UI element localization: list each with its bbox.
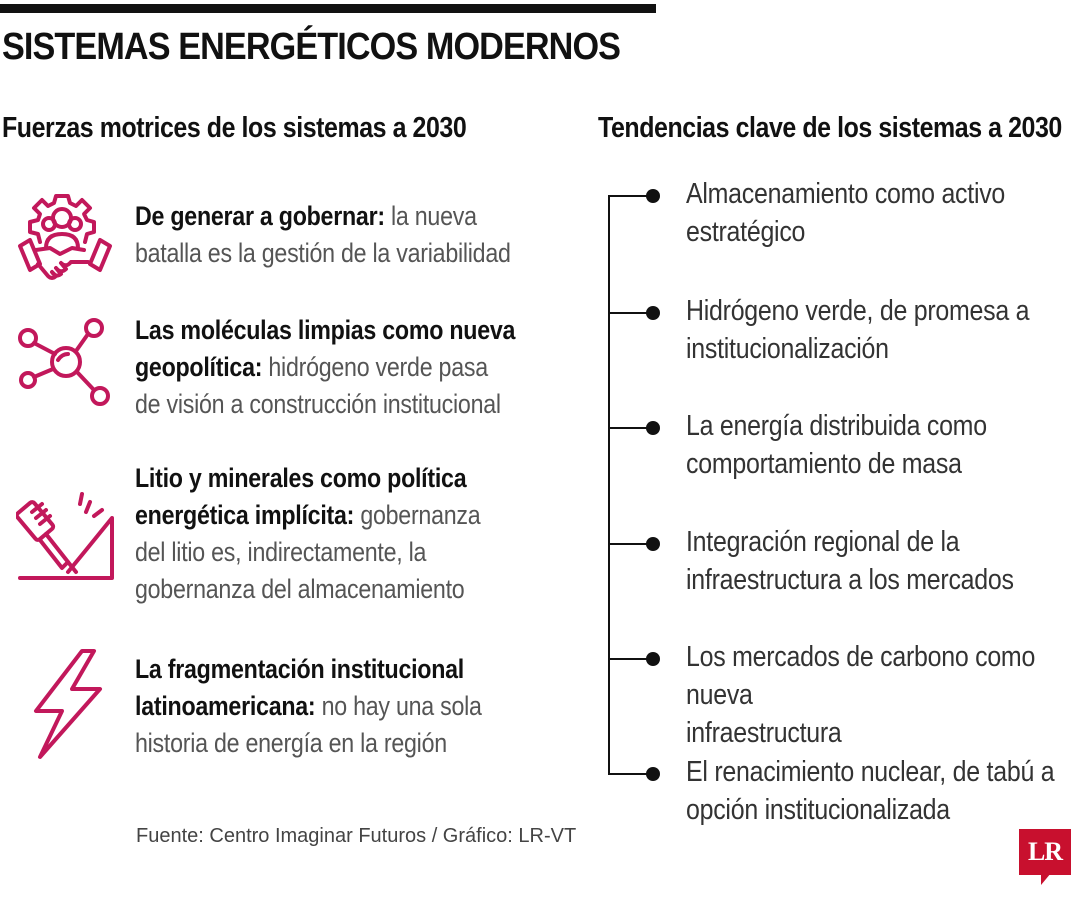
driver-text: Litio y minerales como política energética implícita: gobernanza del litio es, indirectamente, la gobernanza del almacenamiento xyxy=(135,463,481,604)
page-title: SISTEMAS ENERGÉTICOS MODERNOS xyxy=(2,26,621,68)
trend-label: Integración regional de la infraestructura a los mercados xyxy=(686,526,1014,596)
title-top-rule xyxy=(0,4,656,13)
trends-connector-line xyxy=(608,195,610,775)
trend-bullet xyxy=(646,421,660,435)
molecule-icon xyxy=(16,314,116,414)
trend-label: Los mercados de carbono como nueva infraestructura xyxy=(686,641,1036,749)
trend-bullet xyxy=(646,306,660,320)
trend-label: La energía distribuida como comportamiento de masa xyxy=(686,410,987,480)
left-column-heading: Fuerzas motrices de los sistemas a 2030 xyxy=(2,112,467,144)
right-column-heading: Tendencias clave de los sistemas a 2030 xyxy=(598,112,1062,144)
driver-text: La fragmentación institucional latinoamericana: no hay una sola historia de energía en la región xyxy=(135,654,482,758)
trend-bullet xyxy=(646,652,660,666)
driver-text: De generar a gobernar: la nueva batalla es la gestión de la variabilidad xyxy=(135,201,511,268)
lightning-bolt-icon xyxy=(16,647,116,747)
trend-bullet xyxy=(646,537,660,551)
trend-label: El renacimiento nuclear, de tabú a opción institucionalizada xyxy=(686,756,1055,826)
source-credit: Fuente: Centro Imaginar Futuros / Gráfico: LR-VT xyxy=(136,825,577,847)
trend-bullet xyxy=(646,767,660,781)
gear-handshake-icon xyxy=(16,190,116,290)
lr-logo xyxy=(1019,829,1071,875)
logo-text: LR xyxy=(1027,837,1063,866)
driver-text: Las moléculas limpias como nueva geopolítica: hidrógeno verde pasa de visión a construcción institucional xyxy=(135,315,516,419)
trend-bullet xyxy=(646,189,660,203)
trend-label: Hidrógeno verde, de promesa a institucionalización xyxy=(686,295,1030,365)
logo-speech-tail xyxy=(1041,873,1051,885)
lithium-mining-icon xyxy=(16,488,116,588)
trend-label: Almacenamiento como activo estratégico xyxy=(686,178,1006,248)
